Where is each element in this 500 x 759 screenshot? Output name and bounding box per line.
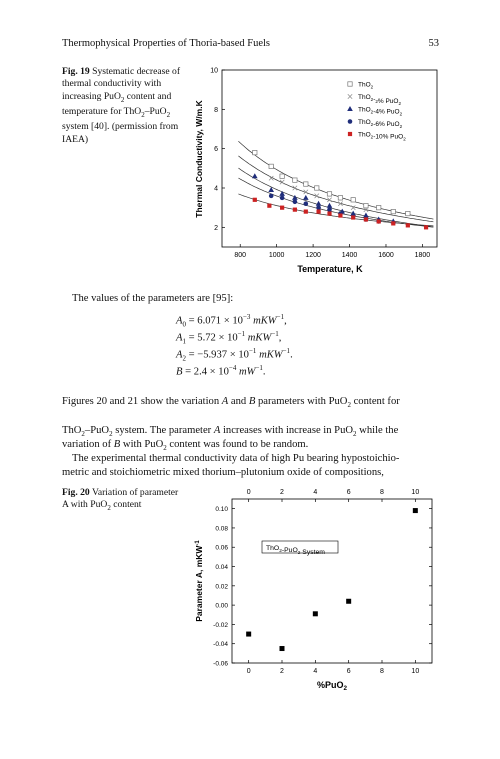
y-tick-label: 0.02 (215, 583, 228, 591)
equation-block (176, 313, 293, 381)
equation-line: $A_0 = 6.071 \times 10^{-3}$ mKW$^{-1}$, (176, 313, 287, 329)
data-point (364, 217, 368, 221)
data-point (304, 210, 308, 214)
x-tick-label: 1600 (378, 252, 394, 259)
y-axis-label: Thermal Conductivity, W/m.K (194, 100, 204, 218)
data-point (376, 205, 380, 209)
data-point (315, 186, 319, 190)
y-tick-label: 0.00 (215, 602, 228, 610)
data-point (327, 207, 332, 212)
data-point (348, 119, 353, 124)
fit-curve (238, 194, 433, 226)
data-point (413, 508, 418, 513)
data-point (304, 201, 309, 206)
paragraph-intro: The values of the parameters are [95]: (72, 293, 234, 304)
data-point (327, 211, 331, 215)
data-point (348, 94, 352, 98)
data-point (363, 213, 369, 218)
ref-link[interactable]: 95 (216, 293, 227, 304)
data-point (377, 219, 381, 223)
fit-curve (238, 156, 433, 222)
x-tick-label: 1000 (268, 252, 285, 259)
data-point (253, 198, 257, 202)
x-tick-label: 1200 (305, 252, 321, 259)
data-point (279, 191, 285, 196)
data-point (391, 221, 395, 225)
x-tick-label-top: 2 (280, 489, 284, 496)
y-tick-label: 0.04 (215, 564, 228, 572)
x-tick-label: 1400 (341, 252, 358, 259)
data-point (327, 192, 331, 196)
ref-link[interactable]: 40 (94, 121, 104, 133)
page-header (62, 38, 439, 54)
ref-link[interactable]: 21 (127, 396, 139, 407)
y-tick-label: 10 (210, 67, 218, 75)
legend (347, 82, 406, 142)
x-axis-label: %PuO$_2$ (316, 680, 348, 692)
plot-frame (222, 70, 437, 247)
data-point (246, 632, 251, 637)
data-point (293, 186, 297, 190)
data-point (391, 209, 395, 213)
fig20-label: Fig. 20 (62, 487, 90, 498)
equation-line: $B = 2.4 \times 10^{-4}$ $mW^{-1}$. (176, 364, 266, 378)
x-tick-label-top: 6 (346, 489, 351, 496)
paragraph-line: variation of B with PuO$_2$ content was found to be random. (62, 439, 309, 453)
data-point (269, 164, 273, 168)
data-point (346, 599, 351, 604)
data-point (313, 611, 318, 616)
data-point (327, 203, 333, 208)
legend-label: ThO$_2$-10% PuO$_2$ (358, 131, 406, 142)
y-tick-label: 2 (214, 224, 218, 232)
data-point (348, 82, 352, 86)
data-point (316, 205, 321, 210)
data-point (351, 215, 355, 219)
x-axis-label: Temperature, K (297, 264, 363, 274)
y-tick-label: 8 (214, 106, 218, 114)
data-point (280, 196, 285, 201)
data-point (364, 204, 368, 208)
x-tick-label: 8 (380, 668, 384, 675)
data-point (280, 646, 285, 651)
data-point (348, 132, 352, 136)
x-tick-label-top: 10 (411, 489, 420, 496)
equation-line: $A_1 = 5.72 \times 10^{-1}$ mKW$^{-1}$, (176, 330, 282, 346)
data-point (351, 205, 355, 209)
data-point (253, 150, 257, 154)
x-tick-label: 1800 (414, 252, 431, 259)
data-point (351, 198, 355, 202)
data-point (280, 206, 284, 210)
legend-label: ThO$_2$ (358, 81, 374, 90)
running-title: Thermophysical Properties of Thoria-based Fuels (62, 38, 271, 49)
y-tick-label: 6 (214, 146, 218, 154)
x-tick-label: 0 (246, 668, 251, 675)
fig19-caption: Fig. 19 Systematic decrease of thermal conductivity with increasing PuO$_2$ content and temperature for ThO$_2$–PuO$_2$ system [40]. (permission from IAEA) (62, 66, 181, 145)
fit-curve (238, 168, 433, 227)
paragraph-line: Figures 20 and 21 show the variation A and B parameters with PuO$_2$ content for (62, 396, 400, 410)
data-point (424, 225, 428, 229)
paragraph-line: The experimental thermal conductivity data of high Pu bearing hypostoichio- (72, 453, 400, 464)
paragraph-line: metric and stoichiometric mixed thorium–plutonium oxide of compositions, (62, 467, 384, 478)
data-point (406, 211, 410, 215)
data-point (280, 174, 284, 178)
data-point (316, 201, 322, 206)
data-point (293, 208, 297, 212)
paragraph-line: ThO$_2$–PuO$_2$ system. The parameter A increases with increase in PuO$_2$ while the (62, 425, 399, 439)
legend-label: ThO$_2$-4% PuO$_2$ (358, 106, 403, 117)
data-point (338, 196, 342, 200)
page-number: 53 (428, 38, 439, 49)
fig19-label: Fig. 19 (62, 66, 90, 77)
data-point (252, 173, 258, 178)
data-point (406, 223, 410, 227)
ref-link[interactable]: 20 (96, 396, 108, 407)
x-tick-label: 800 (234, 252, 247, 259)
data-point (304, 182, 308, 186)
data-point (293, 199, 298, 204)
legend (262, 541, 338, 556)
legend-label: ThO$_2$-6% PuO$_2$ (358, 119, 403, 129)
data-point (347, 106, 353, 111)
x-tick-label: 4 (313, 668, 318, 675)
y-tick-label: -0.02 (213, 621, 228, 629)
data-point (303, 195, 309, 200)
y-tick-label: 0.08 (215, 525, 228, 533)
x-tick-label: 2 (280, 668, 284, 675)
data-point (293, 178, 297, 182)
legend-label: ThO$_2$-PuO$_2$ System (266, 545, 325, 556)
plot-frame (232, 499, 432, 663)
y-tick-label: -0.06 (213, 660, 228, 668)
x-tick-label-top: 4 (313, 489, 318, 496)
y-tick-label: 0.10 (215, 506, 228, 514)
y-tick-label: 0.06 (215, 544, 228, 552)
data-point (338, 213, 342, 217)
x-tick-label-top: 8 (380, 489, 384, 496)
y-axis-label: Parameter A, mKW$^{-1}$ (194, 540, 204, 622)
y-tick-label: -0.04 (213, 641, 228, 649)
y-tick-label: 4 (214, 185, 218, 193)
data-point (316, 210, 320, 214)
data-point (269, 194, 274, 199)
fig19-chart (190, 62, 450, 282)
fig20-caption: Fig. 20 Variation of parameter A with PuO$_2$ content (62, 487, 179, 513)
equation-line: $A_2 = -5.937 \times 10^{-1}$ mKW$^{-1}$. (176, 347, 293, 363)
fig20-chart (190, 483, 450, 695)
legend-label: $ThO_2-_2\%$ PuO$_2$ (358, 94, 402, 106)
x-tick-label-top: 0 (246, 489, 251, 496)
x-tick-label: 10 (411, 668, 420, 675)
x-tick-label: 6 (346, 668, 351, 675)
data-point (267, 204, 271, 208)
